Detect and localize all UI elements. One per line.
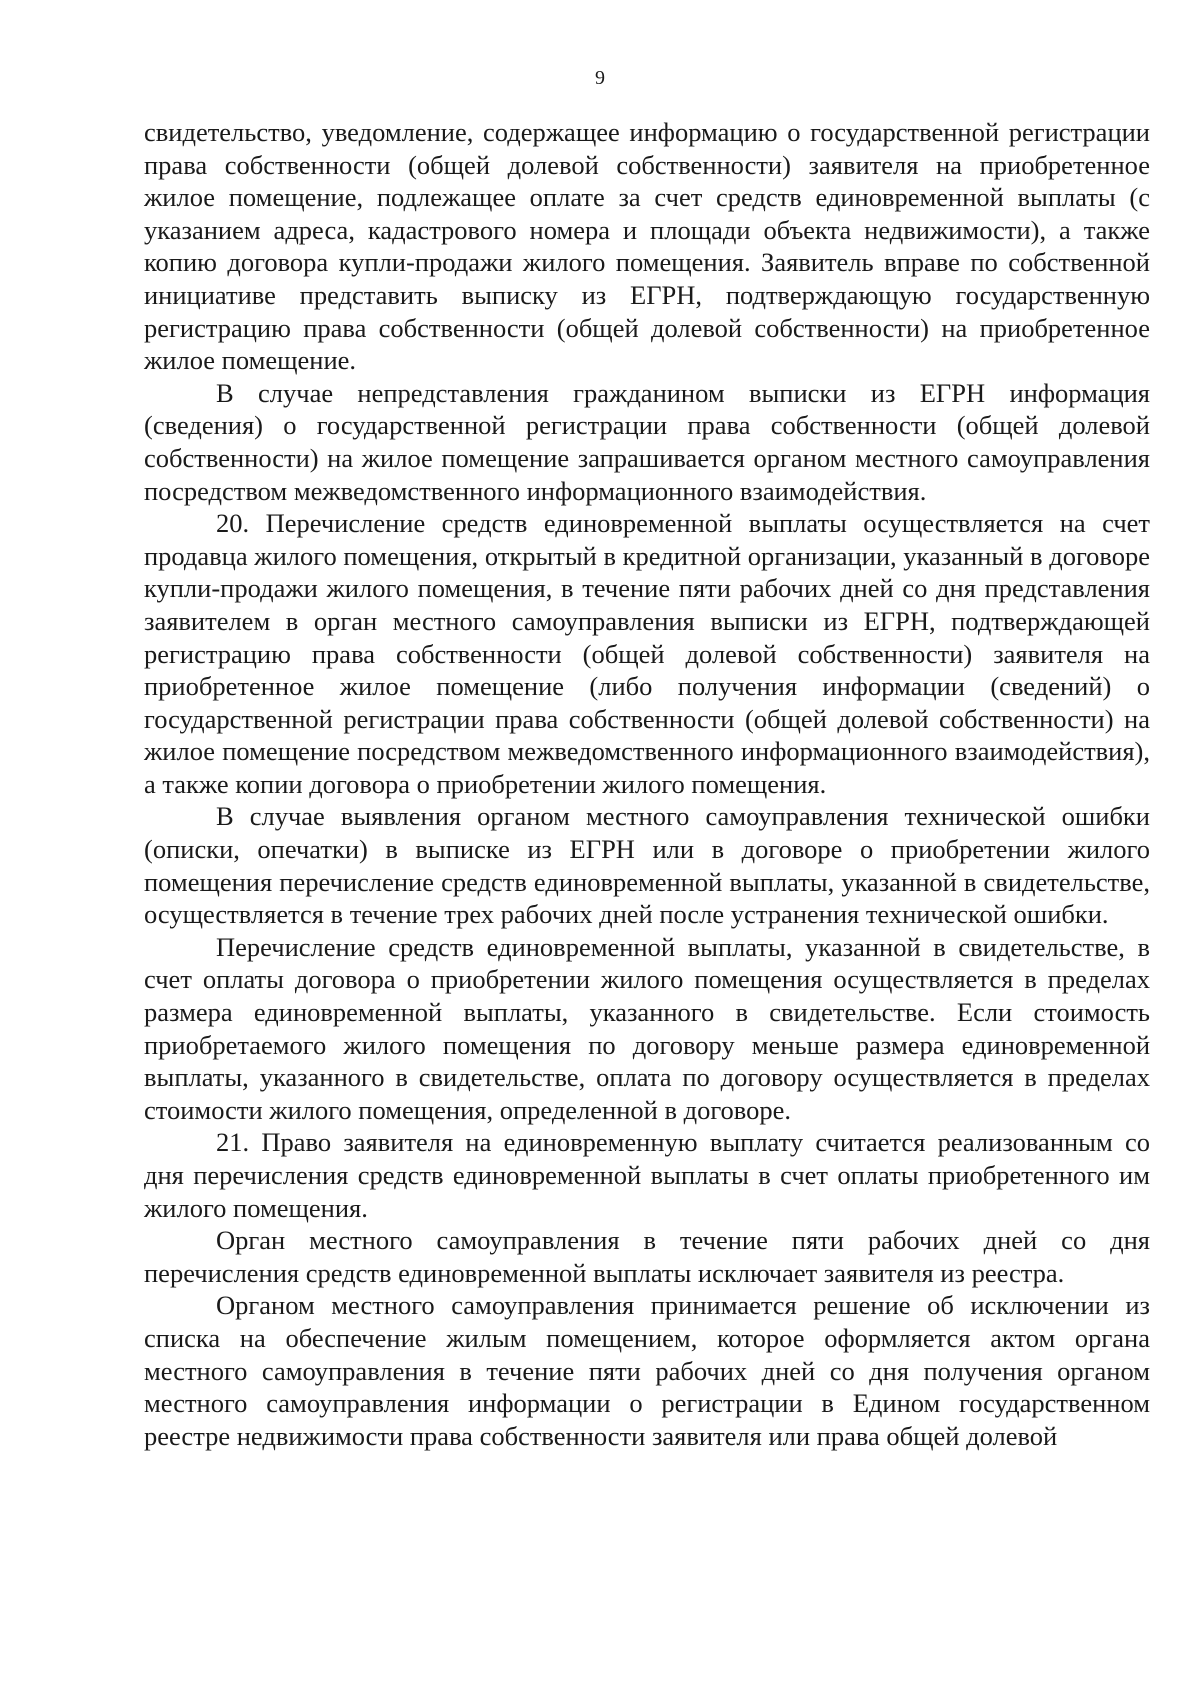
paragraph-technical-error: В случае выявления органом местного самоуправления технической ошибки (описки, опечатки) в выписке из ЕГРН или в договоре о приобретении жилого помещения перечисление средств единовременной выплаты, указанной в свидетельстве, осуществляется в течение трех рабочих дней после устранения технической ошибки.	[144, 801, 1150, 930]
paragraph-exclusion-decision: Органом местного самоуправления принимается решение об исключении из списка на обеспечение жилым помещением, которое оформляется актом органа местного самоуправления в течение пяти рабочих дней со дня получения органом местного самоуправления информации о регистрации в Едином государственном реестре недвижимости права собственности заявителя или права общей долевой	[144, 1290, 1150, 1451]
paragraph-item-20: 20. Перечисление средств единовременной выплаты осуществляется на счет продавца жилого помещения, открытый в кредитной организации, указанный в договоре купли-продажи жилого помещения, в течение пяти рабочих дней со дня представления заявителем в орган местного самоуправления выписки из ЕГРН, подтверждающей регистрацию права собственности (общей долевой собственности) заявителя на приобретенное жилое помещение (либо получения информации (сведений) о государственной регистрации права собственности (общей долевой собственности) на жилое помещение посредством межведомственного информационного взаимодействия), а также копии договора о приобретении жилого помещения.	[144, 508, 1150, 799]
page-number: 9	[595, 67, 605, 89]
paragraph-payment-limits: Перечисление средств единовременной выплаты, указанной в свидетельстве, в счет оплаты договора о приобретении жилого помещения осуществляется в пределах размера единовременной выплаты, указанного в свидетельстве. Если стоимость приобретаемого жилого помещения по договору меньше размера единовременной выплаты, указанного в свидетельстве, оплата по договору осуществляется в пределах стоимости жилого помещения, определенной в договоре.	[144, 931, 1150, 1125]
paragraph-egrn-request: В случае непредставления гражданином выписки из ЕГРН информация (сведения) о государственной регистрации права собственности (общей долевой собственности) на жилое помещение запрашивается органом местного самоуправления посредством межведомственного информационного взаимодействия.	[144, 377, 1150, 506]
paragraph-item-21: 21. Право заявителя на единовременную выплату считается реализованным со дня перечисления средств единовременной выплаты в счет оплаты приобретенного им жилого помещения.	[144, 1127, 1150, 1223]
paragraph-registry-exclusion: Орган местного самоуправления в течение пяти рабочих дней со дня перечисления средств единовременной выплаты исключает заявителя из реестра.	[144, 1225, 1150, 1288]
document-body	[144, 116, 1150, 1452]
paragraph-certificate-documents: свидетельство, уведомление, содержащее информацию о государственной регистрации права собственности (общей долевой собственности) заявителя на приобретенное жилое помещение, подлежащее оплате за счет средств единовременной выплаты (с указанием адреса, кадастрового номера и площади объекта недвижимости), а также копию договора купли-продажи жилого помещения. Заявитель вправе по собственной инициативе представить выписку из ЕГРН, подтверждающую государственную регистрацию права собственности (общей долевой собственности) на приобретенное жилое помещение.	[144, 117, 1150, 376]
